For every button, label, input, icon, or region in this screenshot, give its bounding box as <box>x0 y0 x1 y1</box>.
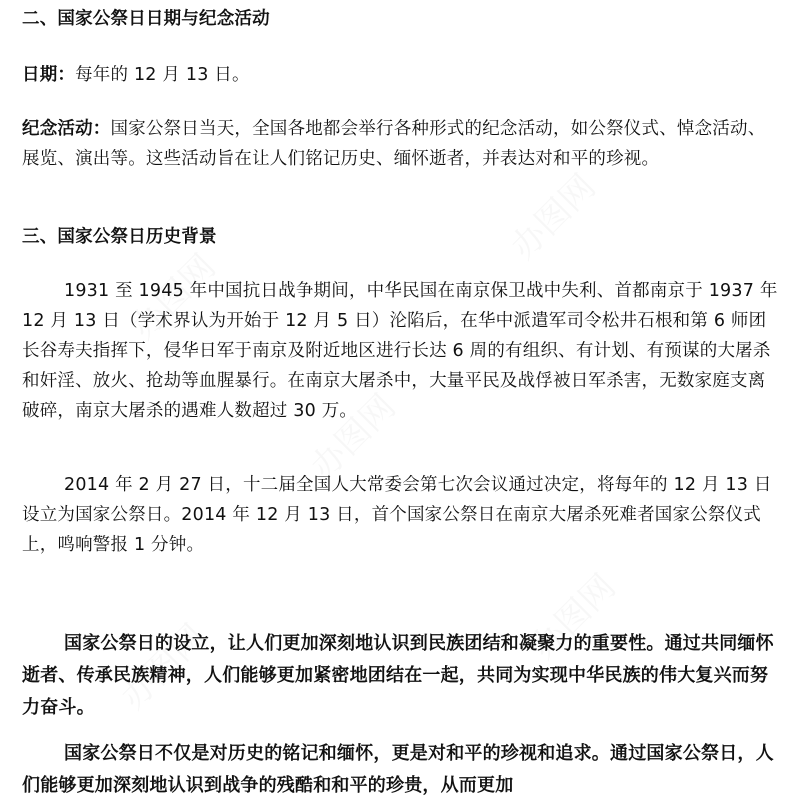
activities-text: 国家公祭日当天，全国各地都会举行各种形式的纪念活动，如公祭仪式、悼念活动、展览、演出等。这些活动旨在让人们铭记历史、缅怀逝者，并表达对和平的珍视。 <box>22 119 766 169</box>
activities-label: 纪念活动： <box>22 119 111 139</box>
watermark: 办图网 <box>113 616 214 718</box>
section-heading-dates: 二、国家公祭日日期与纪念活动 <box>22 9 270 29</box>
history-paragraph-2: 2014 年 2 月 27 日，十二届全国人大常委会第七次会议通过决定，将每年的 12 月 13 日设立为国家公祭日。2014 年 12 月 13 日，首个国家公祭日在南京大屠杀死难者国家公祭仪式上，鸣响警报 1 分钟。 <box>22 475 772 555</box>
watermark: 办图网 <box>523 566 624 668</box>
activities-paragraph <box>22 114 778 174</box>
significance-paragraph-1: 国家公祭日的设立，让人们更加深刻地认识到民族团结和凝聚力的重要性。通过共同缅怀逝者、传承民族精神，人们能够更加紧密地团结在一起，共同为实现中华民族的伟大复兴而努力奋斗。 <box>22 633 774 718</box>
date-paragraph <box>22 60 778 90</box>
watermark: 办图网 <box>303 386 404 488</box>
history-paragraph-1: 1931 至 1945 年中国抗日战争期间，中华民国在南京保卫战中失利、首都南京于 1937 年 12 月 13 日（学术界认为开始于 12 月 5 日）沦陷后，在华中派遣军司令松井石根和第 6 师团长谷寿夫指挥下，侵华日军于南京及附近地区进行长达 6 周的有组织、有计划、有预谋的大屠杀和奸淫、放火、抢劫等血腥暴行。在南京大屠杀中，大量平民及战俘被日军杀害，无数家庭支离破碎，南京大屠杀的遇难人数超过 30 万。 <box>22 281 778 421</box>
watermark: 办图网 <box>503 166 604 268</box>
watermark: 办图网 <box>123 246 224 348</box>
significance-paragraph-2: 国家公祭日不仅是对历史的铭记和缅怀，更是对和平的珍视和追求。通过国家公祭日，人们能够更加深刻地认识到战争的残酷和和平的珍贵，从而更加 <box>22 743 774 796</box>
date-label: 日期： <box>22 65 76 85</box>
date-text: 每年的 12 月 13 日。 <box>75 65 250 85</box>
section-heading-history: 三、国家公祭日历史背景 <box>22 227 217 247</box>
